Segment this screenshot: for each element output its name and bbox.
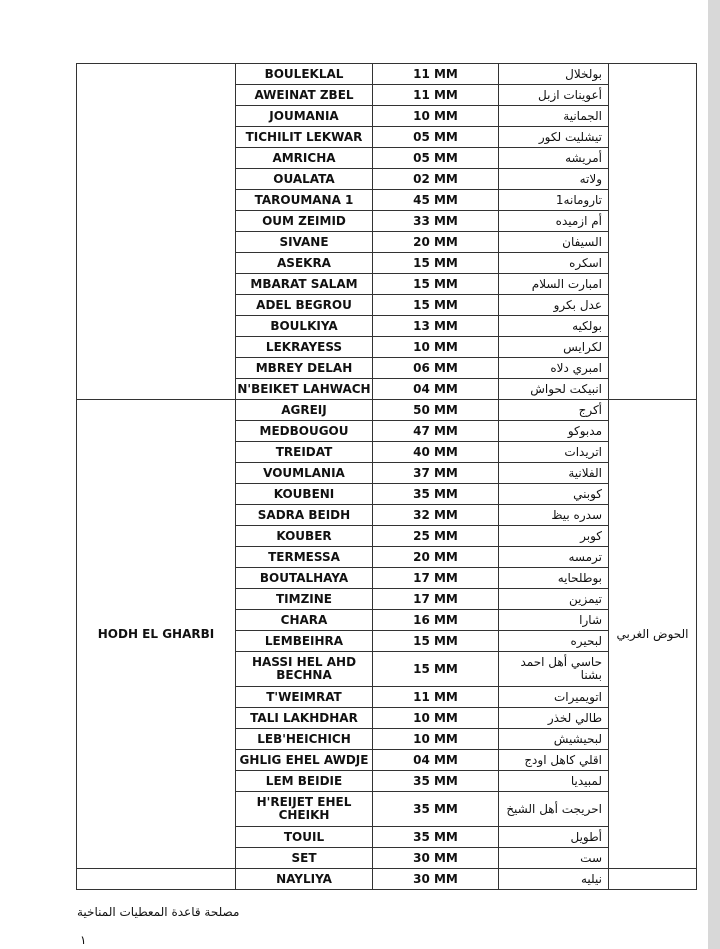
locality-arabic-cell: لبحيشيش (499, 729, 609, 750)
region-arabic-cell: الحوض الغربي (609, 400, 697, 869)
locality-latin-cell: OUM ZEIMID (236, 211, 373, 232)
locality-latin-cell: JOUMANIA (236, 106, 373, 127)
locality-arabic-cell: ست (499, 848, 609, 869)
table-row (77, 64, 697, 85)
locality-arabic-cell: لمبيديا (499, 771, 609, 792)
rainfall-amount-cell: 11 MM (373, 64, 499, 85)
rainfall-amount-cell: 35 MM (373, 484, 499, 505)
locality-arabic-cell: كوبر (499, 526, 609, 547)
locality-arabic-cell: ترمسه (499, 547, 609, 568)
rainfall-amount-cell: 16 MM (373, 610, 499, 631)
footer-department: مصلحة قاعدة المعطيات المناخية (77, 905, 240, 919)
locality-arabic-cell: بوطلحايه (499, 568, 609, 589)
locality-arabic-cell: شارا (499, 610, 609, 631)
locality-latin-cell: TALI LAKHDHAR (236, 708, 373, 729)
locality-arabic-cell: كوبني (499, 484, 609, 505)
rainfall-amount-cell: 37 MM (373, 463, 499, 484)
locality-latin-cell: TIMZINE (236, 589, 373, 610)
locality-latin-cell: ADEL BEGROU (236, 295, 373, 316)
locality-arabic-cell: بولكيه (499, 316, 609, 337)
rainfall-amount-cell: 04 MM (373, 379, 499, 400)
rainfall-amount-cell: 05 MM (373, 127, 499, 148)
rainfall-amount-cell: 10 MM (373, 729, 499, 750)
locality-latin-cell: MBREY DELAH (236, 358, 373, 379)
locality-arabic-cell: عدل بكرو (499, 295, 609, 316)
locality-latin-cell: BOUTALHAYA (236, 568, 373, 589)
locality-arabic-cell: أكرج (499, 400, 609, 421)
locality-arabic-cell: نيليه (499, 869, 609, 890)
rainfall-amount-cell: 35 MM (373, 771, 499, 792)
locality-arabic-cell: لكرايس (499, 337, 609, 358)
rainfall-amount-cell: 15 MM (373, 631, 499, 652)
rainfall-amount-cell: 11 MM (373, 687, 499, 708)
rainfall-amount-cell: 20 MM (373, 547, 499, 568)
rainfall-amount-cell: 11 MM (373, 85, 499, 106)
locality-arabic-cell: حاسي أهل احمد بشنا (499, 652, 609, 687)
rainfall-amount-cell: 17 MM (373, 568, 499, 589)
locality-arabic-cell: انبيكت لحواش (499, 379, 609, 400)
locality-arabic-cell: تارومانه1 (499, 190, 609, 211)
locality-arabic-cell: بولخلال (499, 64, 609, 85)
locality-latin-cell: HASSI HEL AHD BECHNA (236, 652, 373, 687)
locality-arabic-cell: اتويميرات (499, 687, 609, 708)
rainfall-amount-cell: 40 MM (373, 442, 499, 463)
locality-latin-cell: AWEINAT ZBEL (236, 85, 373, 106)
locality-latin-cell: TREIDAT (236, 442, 373, 463)
locality-arabic-cell: طالي لخذر (499, 708, 609, 729)
rainfall-amount-cell: 47 MM (373, 421, 499, 442)
region-arabic-cell (609, 64, 697, 400)
locality-latin-cell: ASEKRA (236, 253, 373, 274)
locality-latin-cell: TERMESSA (236, 547, 373, 568)
locality-latin-cell: GHLIG EHEL AWDJE (236, 750, 373, 771)
rainfall-amount-cell: 15 MM (373, 295, 499, 316)
locality-latin-cell: LEB'HEICHICH (236, 729, 373, 750)
rainfall-amount-cell: 35 MM (373, 792, 499, 827)
locality-arabic-cell: احريجت أهل الشيخ (499, 792, 609, 827)
locality-arabic-cell: أمريشه (499, 148, 609, 169)
table-row (77, 869, 697, 890)
rainfall-amount-cell: 06 MM (373, 358, 499, 379)
rainfall-amount-cell: 13 MM (373, 316, 499, 337)
locality-latin-cell: TAROUMANA 1 (236, 190, 373, 211)
rainfall-amount-cell: 04 MM (373, 750, 499, 771)
locality-latin-cell: TICHILIT LEKWAR (236, 127, 373, 148)
locality-arabic-cell: لبحيره (499, 631, 609, 652)
rainfall-amount-cell: 15 MM (373, 274, 499, 295)
rainfall-amount-cell: 15 MM (373, 253, 499, 274)
locality-arabic-cell: امبارت السلام (499, 274, 609, 295)
region-latin-cell (77, 64, 236, 400)
locality-latin-cell: TOUIL (236, 827, 373, 848)
rainfall-amount-cell: 30 MM (373, 848, 499, 869)
locality-latin-cell: N'BEIKET LAHWACH (236, 379, 373, 400)
locality-latin-cell: SADRA BEIDH (236, 505, 373, 526)
locality-arabic-cell: أم ازميده (499, 211, 609, 232)
locality-latin-cell: AMRICHA (236, 148, 373, 169)
locality-arabic-cell: ولاته (499, 169, 609, 190)
rainfall-amount-cell: 10 MM (373, 337, 499, 358)
locality-arabic-cell: الجمانية (499, 106, 609, 127)
locality-arabic-cell: امبري دلاه (499, 358, 609, 379)
rainfall-amount-cell: 45 MM (373, 190, 499, 211)
rainfall-amount-cell: 50 MM (373, 400, 499, 421)
locality-arabic-cell: مدبوكو (499, 421, 609, 442)
region-latin-cell (77, 869, 236, 890)
locality-latin-cell: LEMBEIHRA (236, 631, 373, 652)
region-latin-cell: HODH EL GHARBI (77, 400, 236, 869)
locality-latin-cell: KOUBENI (236, 484, 373, 505)
rainfall-amount-cell: 05 MM (373, 148, 499, 169)
locality-latin-cell: CHARA (236, 610, 373, 631)
locality-latin-cell: KOUBER (236, 526, 373, 547)
locality-latin-cell: MEDBOUGOU (236, 421, 373, 442)
rainfall-amount-cell: 35 MM (373, 827, 499, 848)
rainfall-table (76, 63, 697, 890)
rainfall-amount-cell: 10 MM (373, 106, 499, 127)
rainfall-amount-cell: 32 MM (373, 505, 499, 526)
locality-latin-cell: SET (236, 848, 373, 869)
locality-arabic-cell: أطويل (499, 827, 609, 848)
locality-arabic-cell: تيشليت لكور (499, 127, 609, 148)
locality-latin-cell: H'REIJET EHEL CHEIKH (236, 792, 373, 827)
region-arabic-cell (609, 869, 697, 890)
locality-arabic-cell: اسكره (499, 253, 609, 274)
table-row (77, 400, 697, 421)
locality-latin-cell: NAYLIYA (236, 869, 373, 890)
locality-latin-cell: OUALATA (236, 169, 373, 190)
locality-latin-cell: AGREIJ (236, 400, 373, 421)
locality-arabic-cell: الفلانية (499, 463, 609, 484)
locality-arabic-cell: اقلي كاهل اودج (499, 750, 609, 771)
locality-latin-cell: LEKRAYESS (236, 337, 373, 358)
locality-latin-cell: MBARAT SALAM (236, 274, 373, 295)
page-edge (708, 0, 720, 949)
page-number: ١ (80, 933, 87, 947)
locality-latin-cell: BOULEKLAL (236, 64, 373, 85)
locality-arabic-cell: اتريدات (499, 442, 609, 463)
rainfall-amount-cell: 30 MM (373, 869, 499, 890)
rainfall-amount-cell: 15 MM (373, 652, 499, 687)
locality-latin-cell: BOULKIYA (236, 316, 373, 337)
rainfall-amount-cell: 33 MM (373, 211, 499, 232)
rainfall-amount-cell: 25 MM (373, 526, 499, 547)
rainfall-amount-cell: 10 MM (373, 708, 499, 729)
locality-latin-cell: VOUMLANIA (236, 463, 373, 484)
locality-arabic-cell: تيمزين (499, 589, 609, 610)
locality-latin-cell: LEM BEIDIE (236, 771, 373, 792)
locality-latin-cell: SIVANE (236, 232, 373, 253)
rainfall-amount-cell: 20 MM (373, 232, 499, 253)
rainfall-amount-cell: 02 MM (373, 169, 499, 190)
rainfall-amount-cell: 17 MM (373, 589, 499, 610)
locality-latin-cell: T'WEIMRAT (236, 687, 373, 708)
locality-arabic-cell: أعوينات ازبل (499, 85, 609, 106)
locality-arabic-cell: السيفان (499, 232, 609, 253)
locality-arabic-cell: سدره بيظ (499, 505, 609, 526)
rainfall-table-body (77, 64, 697, 890)
